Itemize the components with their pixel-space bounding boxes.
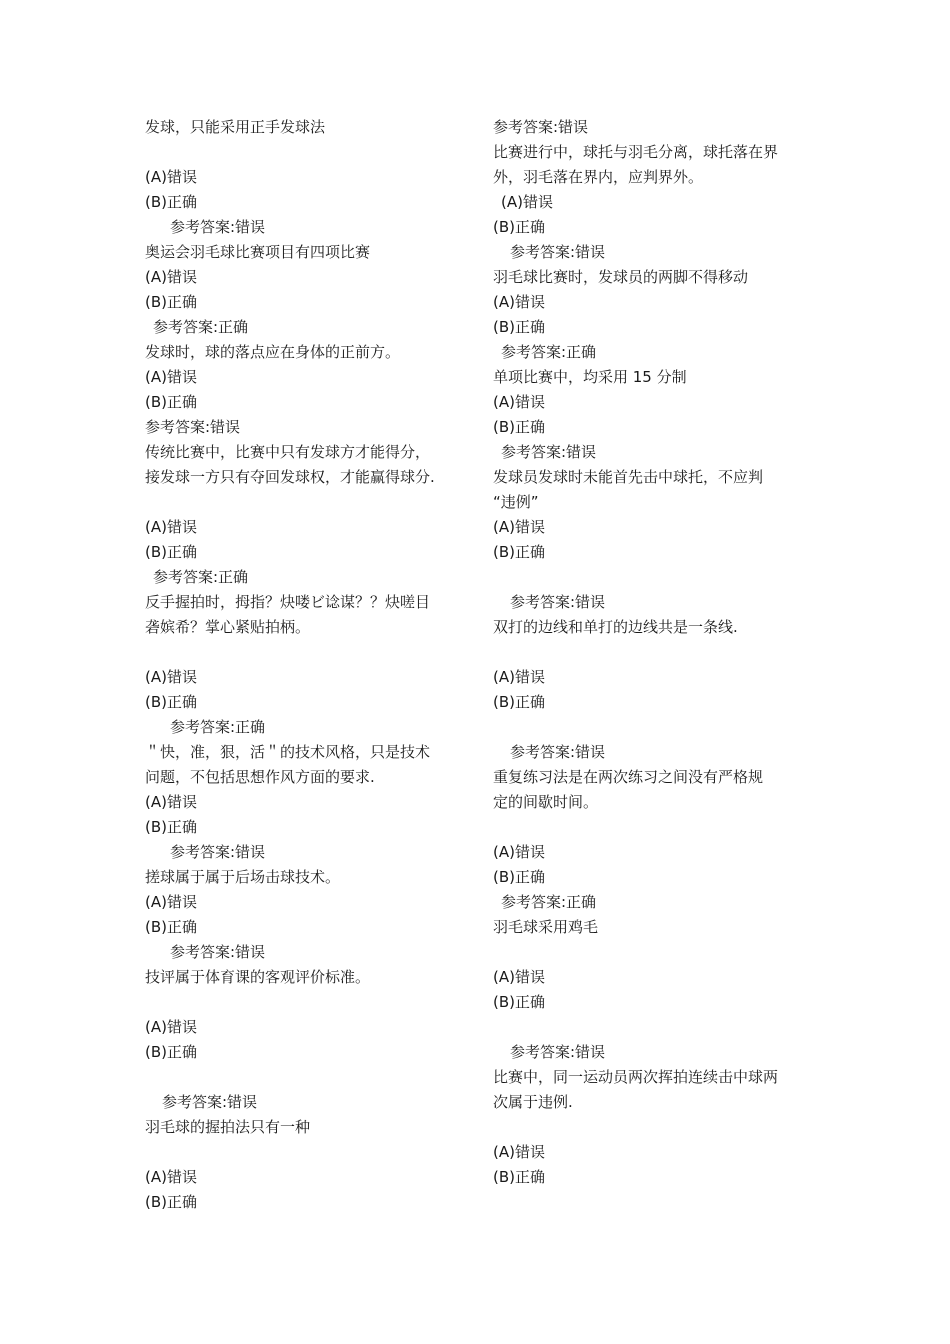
reference-answer: 参考答案:错误: [170, 943, 266, 961]
reference-answer: 参考答案:错误: [510, 743, 606, 761]
blank-line: [493, 715, 823, 740]
answer-option: (A)错误: [493, 1143, 545, 1161]
blank-line: [145, 1065, 475, 1090]
reference-answer: 参考答案:正确: [153, 318, 249, 336]
answer-option: (B)正确: [145, 918, 197, 936]
left-column: [145, 115, 475, 1215]
answer-option: (A)错误: [493, 668, 545, 686]
reference-answer: 参考答案:错误: [162, 1093, 258, 1111]
answer-option: (A)错误: [145, 1018, 197, 1036]
question-text: “违例”: [493, 493, 539, 511]
answer-option: (B)正确: [493, 693, 545, 711]
reference-answer: 参考答案:错误: [493, 118, 589, 136]
blank-line: [145, 140, 475, 165]
question-text: 发球员发球时未能首先击中球托，不应判: [493, 468, 764, 486]
question-text: 技评属于体育课的客观评价标准。: [145, 968, 371, 986]
answer-option: (A)错误: [145, 1168, 197, 1186]
answer-option: (B)正确: [493, 543, 545, 561]
question-text: 外，羽毛落在界内，应判界外。: [493, 168, 704, 186]
blank-line: [493, 1015, 823, 1040]
answer-option: (B)正确: [493, 868, 545, 886]
question-text: 比赛进行中，球托与羽毛分离，球托落在界: [493, 143, 779, 161]
answer-option: (A)错误: [145, 793, 197, 811]
answer-option: (B)正确: [145, 693, 197, 711]
answer-option: (A)错误: [145, 268, 197, 286]
right-column: [493, 115, 823, 1190]
answer-option: (A)错误: [145, 668, 197, 686]
answer-option: (B)正确: [493, 993, 545, 1011]
question-text: 发球，只能采用正手发球法: [145, 118, 326, 136]
question-text: 羽毛球的握拍法只有一种: [145, 1118, 311, 1136]
answer-option: (A)错误: [145, 368, 197, 386]
question-text: 接发球一方只有夺回发球权，才能赢得球分.: [145, 468, 435, 486]
question-text: 定的间歇时间。: [493, 793, 599, 811]
reference-answer: 参考答案:错误: [501, 443, 597, 461]
answer-option: (B)正确: [145, 818, 197, 836]
blank-line: [145, 1140, 475, 1165]
answer-option: (A)错误: [145, 168, 197, 186]
reference-answer: 参考答案:正确: [501, 343, 597, 361]
blank-line: [493, 640, 823, 665]
reference-answer: 参考答案:正确: [501, 893, 597, 911]
blank-line: [493, 1115, 823, 1140]
question-text: 比赛中，同一运动员两次挥拍连续击中球两: [493, 1068, 779, 1086]
reference-answer: 参考答案:正确: [170, 718, 266, 736]
question-text: 发球时，球的落点应在身体的正前方。: [145, 343, 401, 361]
answer-option: (B)正确: [145, 1043, 197, 1061]
question-text: 砻嫔希？掌心紧贴拍柄。: [145, 618, 311, 636]
answer-option: (B)正确: [145, 193, 197, 211]
blank-line: [145, 640, 475, 665]
reference-answer: 参考答案:错误: [145, 418, 241, 436]
question-text: 奥运会羽毛球比赛项目有四项比赛: [145, 243, 371, 261]
reference-answer: 参考答案:错误: [510, 243, 606, 261]
question-text: 重复练习法是在两次练习之间没有严格规: [493, 768, 764, 786]
reference-answer: 参考答案:错误: [510, 1043, 606, 1061]
answer-option: (B)正确: [493, 1168, 545, 1186]
question-text: 单项比赛中，均采用 15 分制: [493, 368, 687, 386]
blank-line: [493, 565, 823, 590]
answer-option: (B)正确: [145, 1193, 197, 1211]
answer-option: (B)正确: [493, 218, 545, 236]
question-text: ＂快，准，狠，活＂的技术风格，只是技术: [145, 743, 431, 761]
answer-option: (B)正确: [145, 293, 197, 311]
reference-answer: 参考答案:错误: [170, 218, 266, 236]
answer-option: (A)错误: [145, 518, 197, 536]
reference-answer: 参考答案:错误: [510, 593, 606, 611]
question-text: 羽毛球比赛时，发球员的两脚不得移动: [493, 268, 749, 286]
answer-option: (A)错误: [501, 193, 553, 211]
question-text: 羽毛球采用鸡毛: [493, 918, 599, 936]
answer-option: (B)正确: [145, 393, 197, 411]
answer-option: (A)错误: [493, 968, 545, 986]
reference-answer: 参考答案:错误: [170, 843, 266, 861]
question-text: 双打的边线和单打的边线共是一条线.: [493, 618, 738, 636]
blank-line: [145, 490, 475, 515]
question-text: 反手握拍时，拇指？炔喽ビ谂谋？？炔嗟目: [145, 593, 431, 611]
question-text: 次属于违例.: [493, 1093, 573, 1111]
answer-option: (A)错误: [493, 518, 545, 536]
blank-line: [493, 940, 823, 965]
answer-option: (A)错误: [145, 893, 197, 911]
question-text: 传统比赛中，比赛中只有发球方才能得分，: [145, 443, 431, 461]
question-text: 搓球属于属于后场击球技术。: [145, 868, 341, 886]
answer-option: (A)错误: [493, 843, 545, 861]
answer-option: (B)正确: [493, 318, 545, 336]
blank-line: [145, 990, 475, 1015]
blank-line: [493, 815, 823, 840]
answer-option: (A)错误: [493, 293, 545, 311]
question-text: 问题，不包括思想作风方面的要求.: [145, 768, 375, 786]
reference-answer: 参考答案:正确: [153, 568, 249, 586]
answer-option: (B)正确: [493, 418, 545, 436]
answer-option: (B)正确: [145, 543, 197, 561]
answer-option: (A)错误: [493, 393, 545, 411]
